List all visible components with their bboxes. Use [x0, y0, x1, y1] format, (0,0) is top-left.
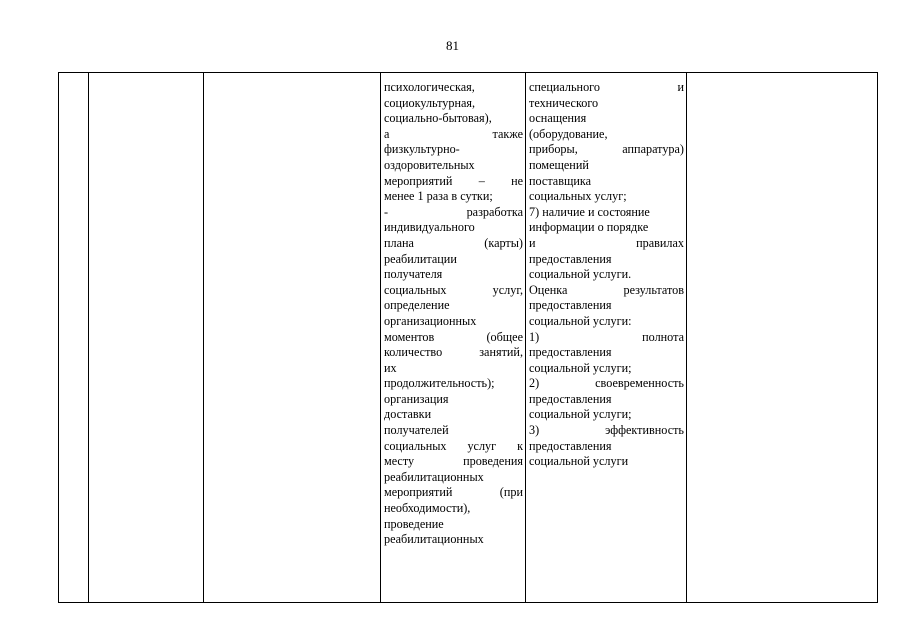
text-word: полнота	[642, 329, 684, 344]
text-line	[529, 454, 684, 470]
text-line	[529, 127, 684, 143]
text-word: плана	[384, 235, 414, 250]
text-word: 1)	[529, 329, 540, 344]
text-word: предоставления	[529, 438, 612, 453]
text-word: информации о порядке	[529, 220, 649, 235]
text-line	[529, 205, 684, 221]
text-word: предоставления	[529, 345, 612, 360]
text-line	[384, 423, 523, 439]
table-cell-notes	[687, 73, 878, 603]
text-word: количество	[384, 345, 443, 360]
table-row	[59, 73, 878, 603]
text-word: организация	[384, 391, 449, 406]
text-word: социальной услуги	[529, 454, 629, 469]
text-line	[384, 314, 523, 330]
text-word: не	[511, 173, 523, 188]
text-word: социально-бытовая),	[384, 111, 492, 126]
text-line	[384, 205, 523, 221]
text-word: занятий,	[479, 345, 523, 360]
text-word: (при	[499, 485, 523, 500]
text-word: социальных	[384, 438, 447, 453]
cell-text	[687, 73, 877, 80]
text-word: мероприятий	[384, 485, 453, 500]
text-line	[384, 501, 523, 517]
service-content-text	[381, 73, 525, 548]
text-line	[529, 236, 684, 252]
page-number: 81	[446, 38, 459, 53]
text-line	[529, 345, 684, 361]
text-word: и	[529, 235, 536, 250]
text-word: получателя	[384, 267, 443, 282]
text-line	[529, 174, 684, 190]
text-word: результатов	[623, 282, 684, 297]
text-line	[384, 439, 523, 455]
text-line	[529, 96, 684, 112]
text-line	[529, 361, 684, 377]
table-cell-quality-indicators	[526, 73, 687, 603]
table-cell-number	[59, 73, 89, 603]
text-word: 3)	[529, 423, 540, 438]
text-word: предоставления	[529, 298, 612, 313]
text-word: услуг	[467, 438, 497, 453]
text-line	[529, 220, 684, 236]
text-line	[384, 485, 523, 501]
text-line	[384, 189, 523, 205]
text-word: а	[384, 126, 390, 141]
text-line	[384, 361, 523, 377]
text-word: индивидуального	[384, 220, 475, 235]
text-line	[529, 330, 684, 346]
text-line	[384, 96, 523, 112]
text-word: определение	[384, 298, 450, 313]
text-word: к	[517, 438, 523, 453]
quality-indicators-text	[526, 73, 686, 470]
text-word: технического	[529, 95, 599, 110]
text-line	[529, 252, 684, 268]
text-word: -	[384, 204, 389, 219]
text-line	[384, 454, 523, 470]
text-line	[384, 220, 523, 236]
text-word: Оценка	[529, 282, 568, 297]
cell-text	[89, 73, 203, 80]
text-word: получателей	[384, 423, 449, 438]
text-word: разработка	[466, 204, 523, 219]
text-line	[384, 407, 523, 423]
services-table	[58, 72, 878, 603]
text-line	[384, 127, 523, 143]
text-word: правилах	[636, 235, 684, 250]
text-line	[529, 111, 684, 127]
text-word: 7) наличие и состояние	[529, 204, 650, 219]
text-line	[529, 423, 684, 439]
text-word: физкультурно-	[384, 142, 460, 157]
text-word: своевременность	[595, 376, 684, 391]
text-word: организационных	[384, 313, 477, 328]
text-word: и	[677, 80, 684, 94]
text-word: услуг,	[492, 282, 523, 297]
text-line	[384, 532, 523, 548]
text-line	[384, 470, 523, 486]
text-word: оснащения	[529, 111, 587, 126]
text-line	[529, 189, 684, 205]
text-word: моментов	[384, 329, 435, 344]
text-line	[529, 314, 684, 330]
text-line	[529, 407, 684, 423]
text-word: также	[492, 126, 523, 141]
text-word: социокультурная,	[384, 95, 476, 110]
text-word: проведение	[384, 516, 444, 531]
text-word: реабилитационных	[384, 469, 484, 484]
text-line	[529, 376, 684, 392]
text-word: оздоровительных	[384, 157, 475, 172]
text-line	[529, 142, 684, 158]
text-word: проведения	[463, 454, 523, 469]
text-word: аппаратура)	[622, 142, 684, 157]
text-line	[384, 330, 523, 346]
text-line	[384, 517, 523, 533]
text-word: необходимости),	[384, 501, 471, 516]
text-word: предоставления	[529, 251, 612, 266]
cell-text	[204, 73, 380, 80]
text-word: психологическая,	[384, 80, 475, 94]
text-line	[384, 236, 523, 252]
text-line	[529, 298, 684, 314]
text-word: месту	[384, 454, 415, 469]
text-line	[384, 392, 523, 408]
text-line	[529, 439, 684, 455]
table-cell-service-name	[89, 73, 204, 603]
text-word: менее 1 раза в сутки;	[384, 189, 493, 204]
text-word: социальной услуги;	[529, 407, 632, 422]
text-word: доставки	[384, 407, 432, 422]
text-word: реабилитации	[384, 251, 457, 266]
text-word: их	[384, 360, 397, 375]
text-word: реабилитационных	[384, 532, 484, 547]
text-line	[529, 158, 684, 174]
text-word: продолжительность);	[384, 376, 495, 391]
text-line	[384, 267, 523, 283]
text-line	[384, 174, 523, 190]
text-line	[529, 80, 684, 96]
text-line	[384, 376, 523, 392]
text-word: –	[478, 173, 485, 188]
text-word: социальных услуг;	[529, 189, 627, 204]
text-word: социальной услуги.	[529, 267, 632, 282]
text-word: социальной услуги;	[529, 360, 632, 375]
text-line	[529, 267, 684, 283]
text-word: (карты)	[484, 235, 523, 250]
text-line	[384, 345, 523, 361]
text-word: 2)	[529, 376, 540, 391]
text-word: помещений	[529, 157, 589, 172]
text-word: (общее	[486, 329, 523, 344]
table-cell-description	[204, 73, 381, 603]
text-word: специального	[529, 80, 600, 94]
text-line	[384, 158, 523, 174]
text-line	[529, 283, 684, 299]
text-word: мероприятий	[384, 173, 453, 188]
text-word: (оборудование,	[529, 126, 608, 141]
cell-text	[59, 73, 88, 80]
text-word: предоставления	[529, 391, 612, 406]
text-line	[384, 111, 523, 127]
text-word: поставщика	[529, 173, 592, 188]
text-line	[384, 298, 523, 314]
text-word: социальной услуги:	[529, 313, 632, 328]
text-line	[529, 392, 684, 408]
text-word: социальных	[384, 282, 447, 297]
text-line	[384, 142, 523, 158]
text-word: эффективность	[605, 423, 684, 438]
text-word: приборы,	[529, 142, 578, 157]
text-line	[384, 283, 523, 299]
text-line	[384, 80, 523, 96]
text-line	[384, 252, 523, 268]
table-cell-service-content	[381, 73, 526, 603]
